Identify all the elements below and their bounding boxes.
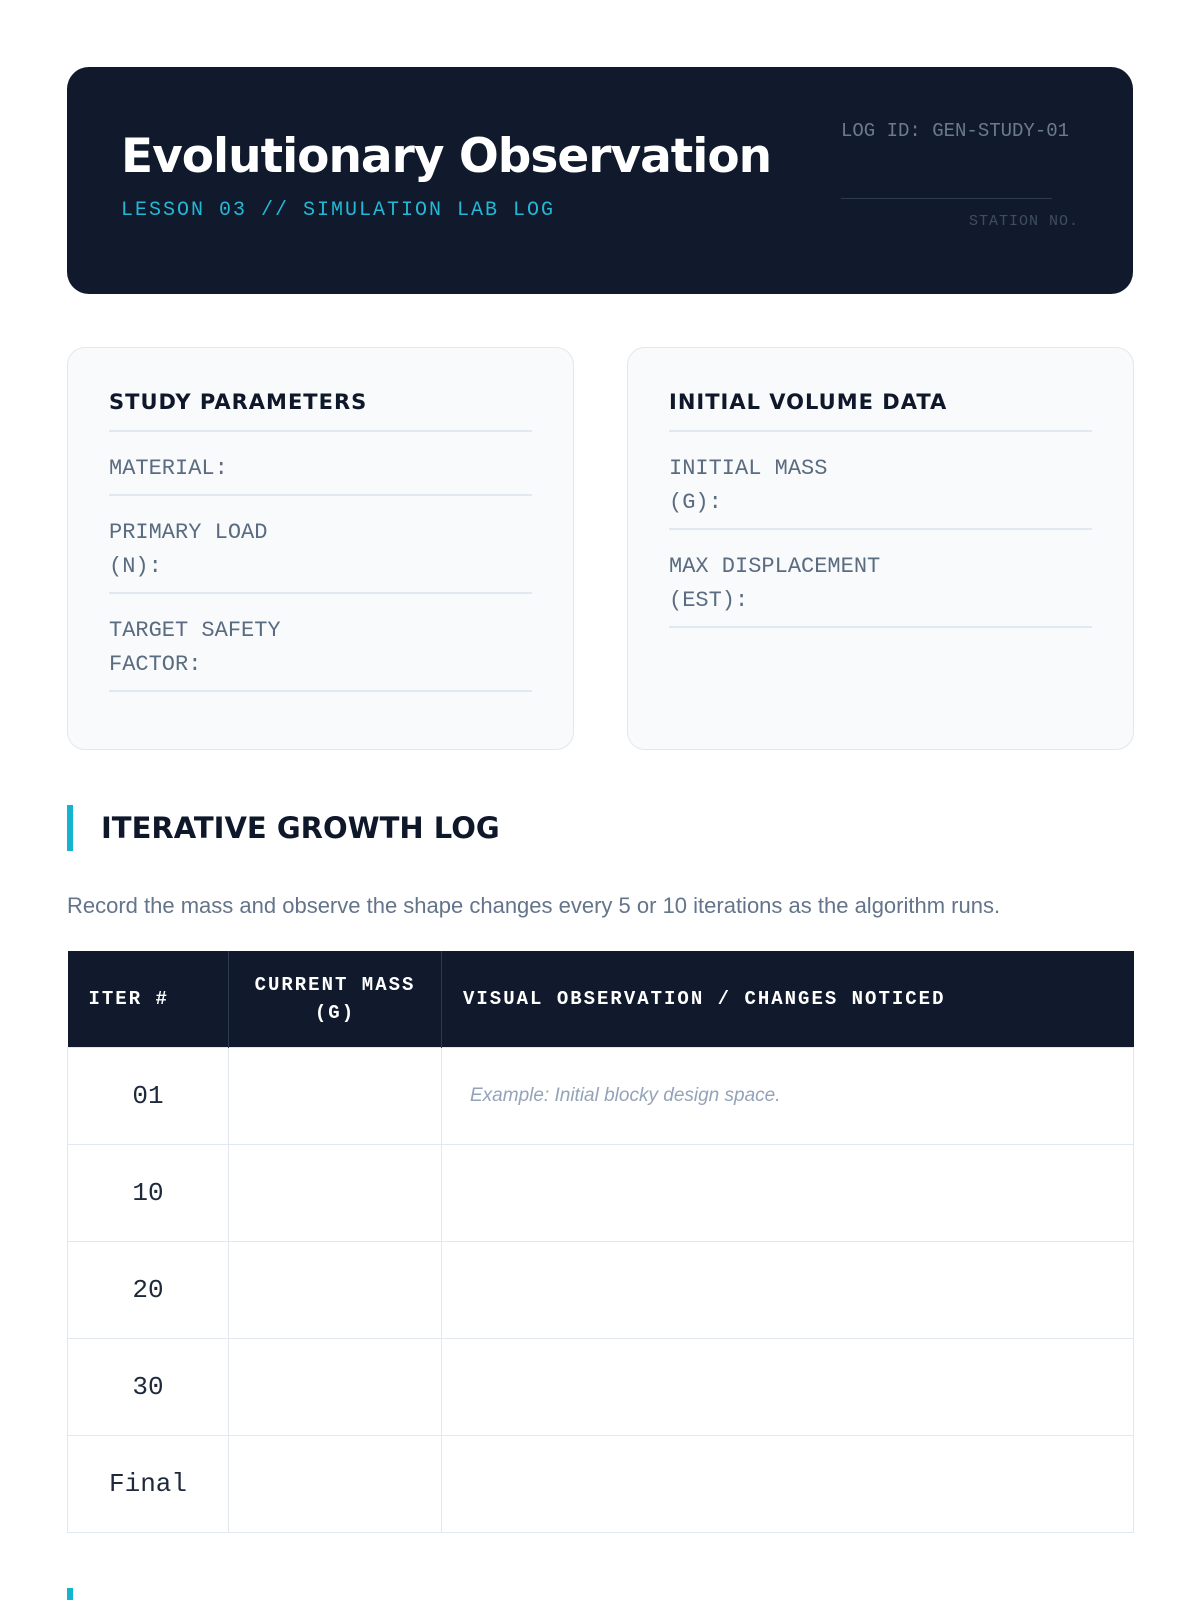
max-displacement-unit: (EST): — [669, 588, 749, 613]
table-header-row — [68, 951, 1134, 1048]
mass-cell[interactable] — [229, 1436, 442, 1533]
growth-log-heading — [67, 805, 500, 851]
table-row — [68, 1242, 1134, 1339]
max-displacement-label: MAX DISPLACEMENT — [669, 554, 881, 579]
primary-load-field[interactable] — [109, 496, 532, 594]
observation-cell[interactable] — [442, 1242, 1134, 1339]
header-banner — [67, 67, 1133, 294]
initial-mass-unit: (G): — [669, 490, 722, 515]
material-field[interactable] — [109, 432, 532, 496]
column-header-observation: VISUAL OBSERVATION / CHANGES NOTICED — [442, 951, 1134, 1048]
station-number-line[interactable] — [841, 198, 1052, 199]
column-header-mass-line1: CURRENT MASS — [254, 974, 416, 996]
iter-cell: Final — [68, 1436, 229, 1533]
iter-cell: 01 — [68, 1048, 229, 1145]
iter-cell: 10 — [68, 1145, 229, 1242]
target-safety-label-cont: FACTOR: — [109, 652, 202, 677]
column-header-mass — [229, 951, 442, 1048]
observation-cell[interactable] — [442, 1436, 1134, 1533]
iter-cell: 30 — [68, 1339, 229, 1436]
primary-load-label: PRIMARY LOAD — [109, 520, 268, 545]
observation-cell[interactable] — [442, 1145, 1134, 1242]
iter-cell: 20 — [68, 1242, 229, 1339]
table-row — [68, 1145, 1134, 1242]
observation-cell[interactable]: Example: Initial blocky design space. — [442, 1048, 1134, 1145]
mass-cell[interactable] — [229, 1242, 442, 1339]
mass-cell[interactable] — [229, 1048, 442, 1145]
page-subtitle: LESSON 03 // SIMULATION LAB LOG — [121, 199, 556, 222]
table-row — [68, 1048, 1134, 1145]
initial-volume-title: INITIAL VOLUME DATA — [669, 390, 1092, 432]
column-header-mass-line2: (G) — [314, 1002, 356, 1024]
material-label: MATERIAL: — [109, 456, 228, 481]
primary-load-unit: (N): — [109, 554, 162, 579]
page-title: Evolutionary Observation — [121, 129, 772, 184]
target-safety-label: TARGET SAFETY — [109, 618, 281, 643]
column-header-iter: ITER # — [68, 951, 229, 1048]
growth-log-instructions: Record the mass and observe the shape changes every 5 or 10 iterations as the algorithm runs. — [67, 893, 1001, 918]
max-displacement-field[interactable] — [669, 530, 1092, 628]
log-id: LOG ID: GEN-STUDY-01 — [841, 120, 1070, 142]
observation-cell[interactable] — [442, 1339, 1134, 1436]
mass-cell[interactable] — [229, 1339, 442, 1436]
initial-volume-card — [627, 347, 1134, 750]
table-row — [68, 1436, 1134, 1533]
study-parameters-card — [67, 347, 574, 750]
target-safety-factor-field[interactable] — [109, 594, 532, 692]
growth-log-table — [67, 951, 1134, 1533]
mass-cell[interactable] — [229, 1145, 442, 1242]
growth-log-title: ITERATIVE GROWTH LOG — [101, 811, 500, 845]
station-number-label: STATION NO. — [968, 213, 1079, 230]
initial-mass-label: INITIAL MASS — [669, 456, 828, 481]
table-row — [68, 1339, 1134, 1436]
study-parameters-title: STUDY PARAMETERS — [109, 390, 532, 432]
initial-mass-field[interactable] — [669, 432, 1092, 530]
next-section-accent — [67, 1588, 73, 1600]
